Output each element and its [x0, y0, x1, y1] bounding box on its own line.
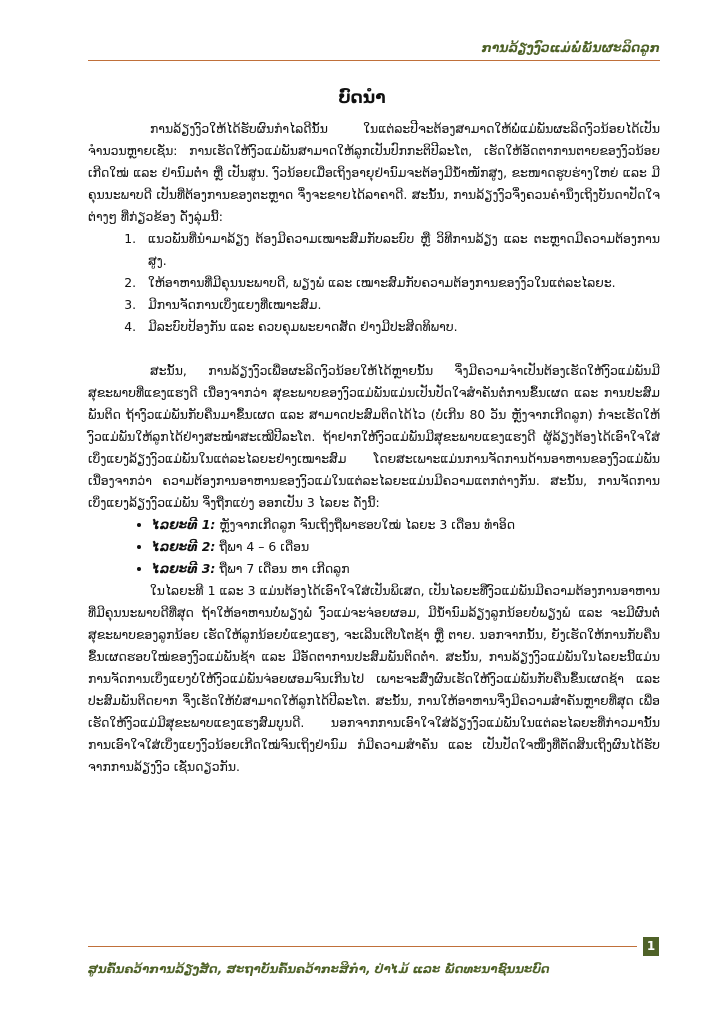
- phase-text: ຖືພາ 4 – 6 ເດືອນ: [219, 539, 310, 554]
- list-item: [152, 558, 660, 580]
- phase-label: ໄລຍະທີ 1:: [152, 517, 216, 532]
- running-header: ການລ້ຽງງົວແມ່ພໍ່ພັນຜະລິດລູກ: [481, 40, 660, 55]
- footer-divider: [88, 946, 637, 947]
- second-paragraph: ສະນັ້ນ, ການລ້ຽງງົວເພື່ອຜະລິດງົວນ້ອຍໃຫ້ໄດ້ຫຼາຍນັ້ນ ຈຶ່ງມີຄວາມຈຳເປັນຕ້ອງເຮັດໃຫ້ງົວແມ່ພັນມີສຸຂະພາບທີ່ແຂງແຮງດີ ເນື່ອງຈາກວ່າ ສຸຂະພາບຂອງງົວແມ່ພັນແມ່ນເປັນປັດໃຈສຳຄັນຕໍ່ການຂຶ້ນເຜດ ແລະ ການປະສົມພັນຕິດ ຖ້າງົວແມ່ພັນກັບຄືນມາຂຶ້ນເຜດ ແລະ ສາມາດປະສົມຕິດໄດ້ໄວ (ບໍ່ເກີນ 80 ວັນ ຫຼັງຈາກເກີດລູກ) ກໍຈະເຮັດໃຫ້ງົວແມ່ພັນໃຫ້ລູກໄດ້ຢ່າງສະໝ່ຳສະເໝີປີລະໂຕ. ຖ້າຢາກໃຫ້ງົວແມ່ພັນມີສຸຂະພາບແຂງແຮງດີ ຜູ້ລ້ຽງຕ້ອງໄດ້ເອົາໃຈໃສ່ເບິ່ງແຍງລ້ຽງງົວແມ່ພັນໃນແຕ່ລະໄລຍະຢ່າງເໝາະສົມ ໂດຍສະເພາະແມ່ນການຈັດການດ້ານອາຫານຂອງງົວແມ່ພັນ ເນື່ອງຈາກວ່າ ຄວາມຕ້ອງການອາຫານຂອງງົວແມ່ໃນແຕ່ລະໄລຍະແມ່ນມີຄວາມແຕກຕ່າງກັນ. ສະນັ້ນ, ການຈັດການເບິ່ງແຍງລ້ຽງງົວແມ່ພັນ ຈຶ່ງຖືກແບ່ງ ອອກເປັນ 3 ໄລຍະ ດັ່ງນີ້:: [88, 363, 660, 510]
- intro-paragraph: ການລ້ຽງງົວໃຫ້ໄດ້ຮັບຜົນກຳໄລດີນັ້ນ ໃນແຕ່ລະປີຈະຕ້ອງສາມາດໃຫ້ພໍ່ແມ່ພັນຜະລິດງົວນ້ອຍໄດ້ເປັນຈຳນວນຫຼາຍເຊັ່ນ: ການເຮັດໃຫ້ງົວແມ່ພັນສາມາດໃຫ້ລູກເປັນປົກກະຕິປີລະໂຕ, ເຮັດໃຫ້ອັດຕາການຕາຍຂອງງົວນ້ອຍເກີດໃໝ່ ແລະ ຢ່ານົມຕ່ຳ ຫຼື ເປັນສູນ. ງົວນ້ອຍເມື່ອເຖິງອາຍຸຢ່ານົມຈະຕ້ອງມີນ້ຳໜັກສູງ, ຂະໜາດຮູບຮ່າງໃຫຍ່ ແລະ ມີຄຸນນະພາບດີ ເປັນທີ່ຕ້ອງການຂອງຕະຫຼາດ ຈຶ່ງຈະຂາຍໄດ້ລາຄາດີ. ສະນັ້ນ, ການລ້ຽງງົວຈຶ່ງຄວນຄຳນຶງເຖິງບັນດາປັດໃຈຕ່າງໆ ທີ່ກ່ຽວຂ້ອງ ດັ່ງລຸ່ມນີ້:: [88, 121, 660, 224]
- body-text: [88, 118, 660, 778]
- list-item: 2. ໃຫ້ອາຫານທີ່ມີຄຸນນະພາບດີ, ພຽງພໍ ແລະ ເໝາະສົມກັບຄວາມຕ້ອງການຂອງງົວໃນແຕ່ລະໄລຍະ.: [140, 272, 660, 294]
- phase-text: ຖືພາ 7 ເດືອນ ຫາ ເກີດລູກ: [219, 561, 350, 576]
- phase-label: ໄລຍະທີ 3:: [152, 561, 216, 576]
- phase-label: ໄລຍະທີ 2:: [152, 539, 216, 554]
- list-item: [152, 514, 660, 536]
- footer-institution: ສູນຄົ້ນຄວ້າການລ້ຽງສັດ, ສະຖາບັນຄົ້ນຄວ້າກະສິກຳ, ປ່າໄມ້ ແລະ ພັດທະນາຊົນນະບົດ: [88, 962, 550, 976]
- page-number: 1: [643, 937, 659, 956]
- page-title: ບົດນຳ: [338, 88, 386, 108]
- list-item: 1. ແນວພັນທີ່ນຳມາລ້ຽງ ຕ້ອງມີຄວາມເໝາະສົມກັບລະບົບ ຫຼື ວິທີການລ້ຽງ ແລະ ຕະຫຼາດມີຄວາມຕ້ອງການສູງ.: [140, 228, 660, 272]
- list-item: [152, 536, 660, 558]
- phase-text: ຫຼັງຈາກເກີດລູກ ຈົນເຖິງຖືພາຮອບໃໝ່ ໄລຍະ 3 ເດືອນ ທຳອິດ: [219, 517, 516, 532]
- third-paragraph: ໃນໄລຍະທີ 1 ແລະ 3 ແມ່ນຕ້ອງໄດ້ເອົາໃຈໃສ່ເປັນພິເສດ, ເປັນໄລຍະທີ່ງົວແມ່ພັນມີຄວາມຕ້ອງການອາຫານທີ່ມີຄຸນນະພາບດີທີ່ສຸດ ຖ້າໃຫ້ອາຫານບໍ່ພຽງພໍ ງົວແມ່ຈະຈ່ອຍຜອມ, ມີນ້ຳນົມລ້ຽງລູກນ້ອຍບໍ່ພຽງພໍ ແລະ ຈະມີຜົນຕໍ່ສຸຂະພາບຂອງລູກນ້ອຍ ເຮັດໃຫ້ລູກນ້ອຍບໍ່ແຂງແຮງ, ຈະເລີນເຕີບໂຕຊ້າ ຫຼື ຕາຍ. ນອກຈາກນັ້ນ, ຍັງເຮັດໃຫ້ການກັບຄືນຂຶ້ນເຜດຮອບໃໝ່ຂອງງົວແມ່ພັນຊ້າ ແລະ ມີອັດຕາການປະສົມພັນຕິດຕ່ຳ. ສະນັ້ນ, ການລ້ຽງງົວແມ່ພັນໃນໄລຍະນີ້ແມ່ນການຈັດການເບິ່ງແຍງບໍ່ໃຫ້ງົວແມ່ພັນຈ່ອຍຜອມຈົນເກີນໄປ ເພາະຈະສົ່ງຜົນເຮັດໃຫ້ງົວແມ່ພັນກັບຄືນຂຶ້ນເຜດຊ້າ ແລະ ປະສົມພັນຕິດຍາກ ຈຶ່ງເຮັດໃຫ້ບໍ່ສາມາດໃຫ້ລູກໄດ້ປີລະໂຕ. ສະນັ້ນ, ການໃຫ້ອາຫານຈຶ່ງມີຄວາມສຳຄັນຫຼາຍທີ່ສຸດ ເພື່ອເຮັດໃຫ້ງົວແມ່ມີສຸຂະພາບແຂງແຮງສົມບູນດີ. ນອກຈາກການເອົາໃຈໃສ່ລ້ຽງງົວແມ່ພັນໃນແຕ່ລະໄລຍະທີ່ກ່າວມານັ້ນ ການເອົາໃຈໃສ່ເບິ່ງແຍງງົວນ້ອຍເກີດໃໝ່ຈົນເຖິງຢ່ານົມ ກໍມີຄວາມສຳຄັນ ແລະ ເປັນປັດໃຈໜຶ່ງທີ່ຕັດສິນເຖິງຜົນໄດ້ຮັບຈາກການລ້ຽງງົວ ເຊັ່ນດຽວກັນ.: [88, 583, 660, 774]
- list-item: 4. ມີລະບົບປ້ອງກັນ ແລະ ຄວບຄຸມພະຍາດສັດ ຢ່າງມີປະສິດທິພາບ.: [140, 316, 660, 338]
- phases-list: [88, 514, 660, 580]
- list-item: 3. ມີການຈັດການເບິ່ງແຍງທີ່ເໝາະສົມ.: [140, 294, 660, 316]
- factors-list: [88, 228, 660, 338]
- header-divider: [88, 60, 660, 61]
- spacer: [88, 338, 660, 360]
